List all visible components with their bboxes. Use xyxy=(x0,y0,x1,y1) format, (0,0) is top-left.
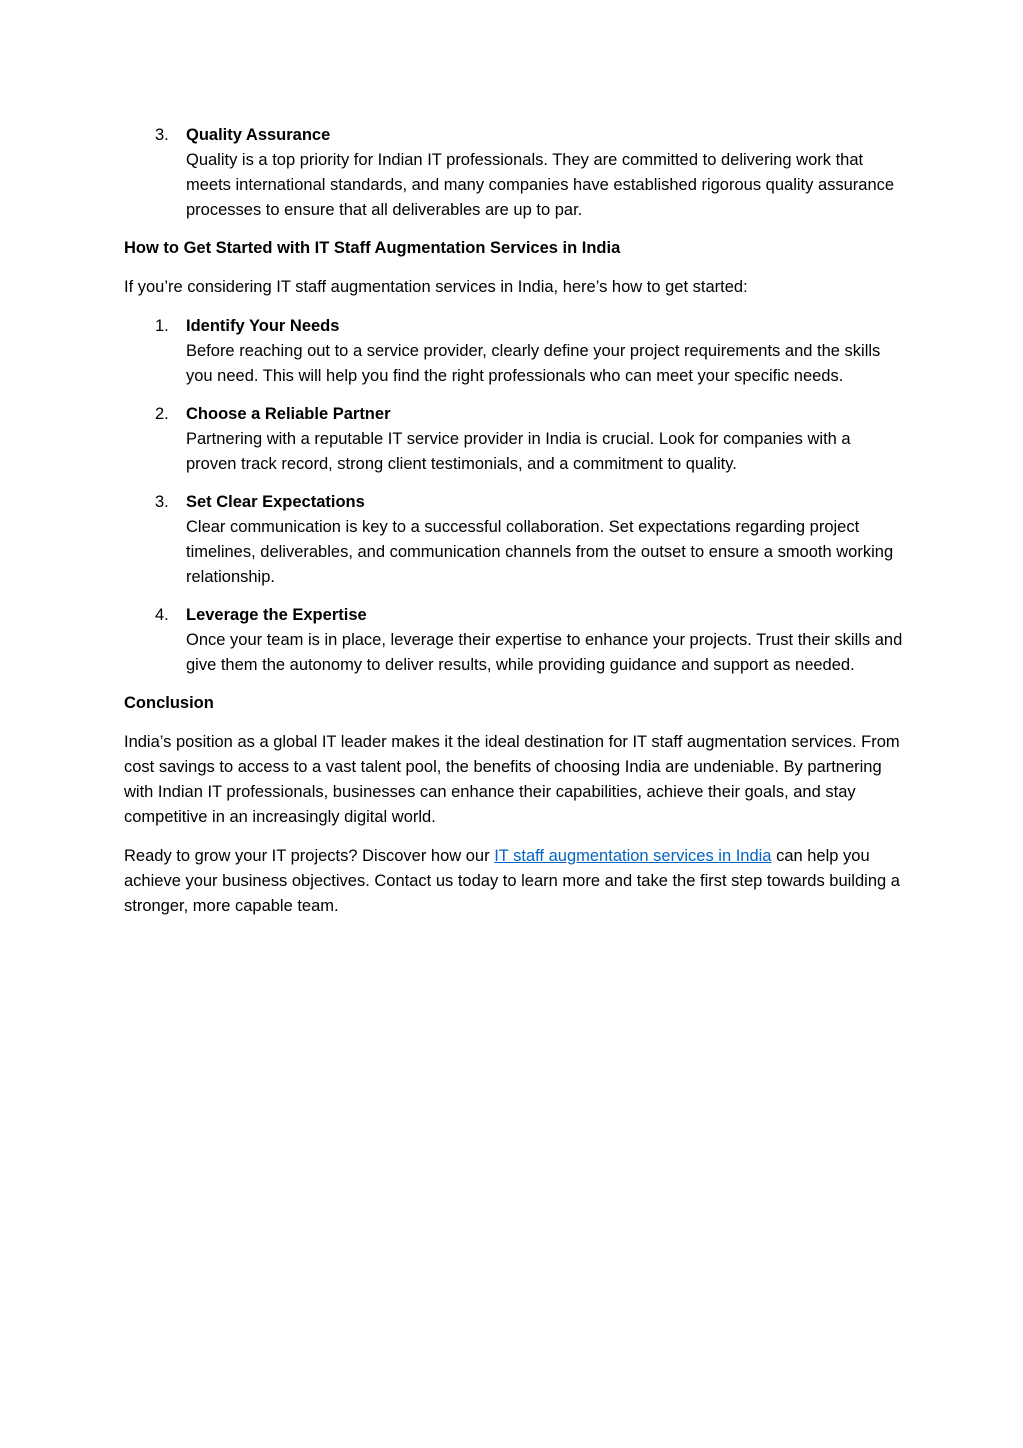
list-item-quality-assurance xyxy=(124,123,904,223)
get-started-list xyxy=(124,314,904,678)
list-item-title: Choose a Reliable Partner xyxy=(186,405,391,423)
list-number: 3. xyxy=(155,126,169,144)
list-item-leverage-expertise xyxy=(124,603,904,678)
list-item-body: Once your team is in place, leverage their expertise to enhance your projects. Trust their skills and give them the autonomy to deliver results, while providing guidance and support as needed. xyxy=(186,631,903,674)
call-to-action-paragraph xyxy=(124,844,904,919)
list-item-body: Clear communication is key to a successful collaboration. Set expectations regarding project timelines, deliverables, and communication channels from the outset to ensure a smooth working relationship. xyxy=(186,518,894,586)
list-item-clear-expectations xyxy=(124,490,904,590)
list-number: 4. xyxy=(155,606,169,624)
quality-list xyxy=(124,123,904,223)
get-started-heading: How to Get Started with IT Staff Augmentation Services in India xyxy=(124,239,621,257)
list-item-title: Set Clear Expectations xyxy=(186,493,365,511)
list-item-reliable-partner xyxy=(124,402,904,477)
list-number: 3. xyxy=(155,493,169,511)
list-item-title: Quality Assurance xyxy=(186,126,331,144)
document-content xyxy=(124,123,904,933)
list-item-title: Identify Your Needs xyxy=(186,317,340,335)
list-item-body: Partnering with a reputable IT service provider in India is crucial. Look for companies with a proven track record, strong client testimonials, and a commitment to quality. xyxy=(186,430,851,473)
cta-text-after: can help you achieve your business objectives. Contact us today to learn more and take the first step towards building a stronger, more capable team. xyxy=(124,847,900,915)
list-item-identify-needs xyxy=(124,314,904,389)
conclusion-paragraph: India’s position as a global IT leader makes it the ideal destination for IT staff augmentation services. From cost savings to access to a vast talent pool, the benefits of choosing India are undeniable. By partnering with Indian IT professionals, businesses can enhance their capabilities, achieve their goals, and stay competitive in an increasingly digital world. xyxy=(124,733,900,826)
list-item-body: Quality is a top priority for Indian IT professionals. They are committed to delivering work that meets international standards, and many companies have established rigorous quality assurance processes to ensure that all deliverables are up to par. xyxy=(186,151,895,219)
list-number: 2. xyxy=(155,405,169,423)
get-started-intro: If you’re considering IT staff augmentation services in India, here’s how to get started: xyxy=(124,278,748,296)
list-number: 1. xyxy=(155,317,169,335)
list-item-title: Leverage the Expertise xyxy=(186,606,367,624)
conclusion-heading: Conclusion xyxy=(124,694,214,712)
cta-text-before: Ready to grow your IT projects? Discover how our xyxy=(124,847,495,865)
list-item-body: Before reaching out to a service provider, clearly define your project requirements and the skills you need. This will help you find the right professionals who can meet your specific needs. xyxy=(186,342,881,385)
staff-augmentation-link[interactable]: IT staff augmentation services in India xyxy=(494,847,772,865)
